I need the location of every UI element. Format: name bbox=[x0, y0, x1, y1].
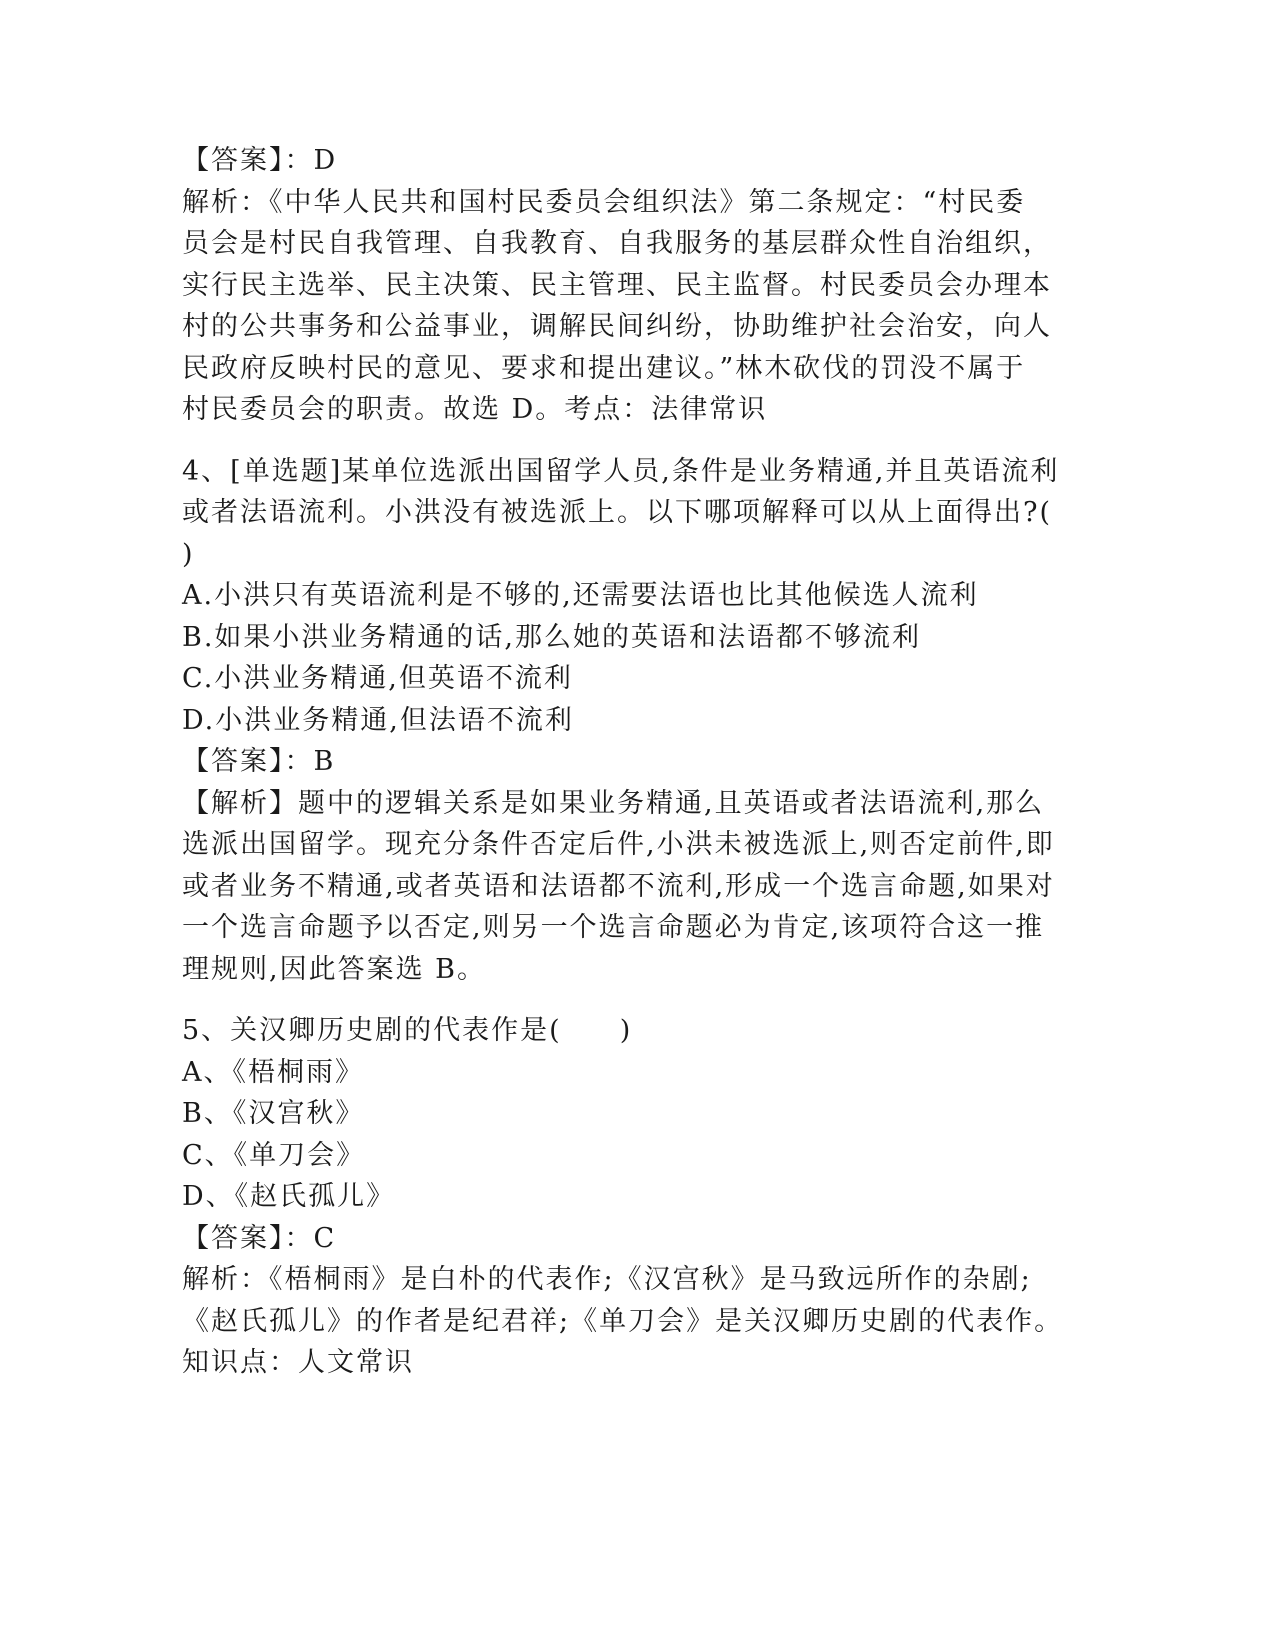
analysis-line: 理规则,因此答案选 B。 bbox=[182, 953, 487, 985]
option-b: B、《汉宫秋》 bbox=[182, 1098, 365, 1129]
analysis-line: 解析：《梧桐雨》是白朴的代表作;《汉宫秋》是马致远所作的杂剧; bbox=[182, 1264, 1032, 1295]
option-b: B.如果小洪业务精通的话,那么她的英语和法语都不够流利 bbox=[182, 621, 922, 653]
option-a: A、《梧桐雨》 bbox=[182, 1056, 364, 1088]
question-stem: 或者法语流利。小洪没有被选派上。以下哪项解释可以从上面得出?( bbox=[182, 497, 1053, 528]
answer-line: 【答案】：C bbox=[182, 1222, 337, 1254]
answer-line: 【答案】：D bbox=[182, 145, 338, 176]
answer-line: 【答案】：B bbox=[182, 746, 336, 777]
option-c: C、《单刀会》 bbox=[182, 1139, 366, 1171]
question-stem: 5、关汉卿历史剧的代表作是( ) bbox=[182, 1015, 633, 1046]
analysis-line: 或者业务不精通,或者英语和法语都不流利,形成一个选言命题,如果对 bbox=[182, 870, 1055, 902]
question-stem: ) bbox=[182, 538, 195, 570]
analysis-line: 村民委员会的职责。故选 D。考点：法律常识 bbox=[182, 394, 768, 425]
option-d: D、《赵氏孤儿》 bbox=[182, 1181, 396, 1212]
analysis-line: 员会是村民自我管理、自我教育、自我服务的基层群众性自治组织， bbox=[182, 228, 1052, 259]
analysis-line: 民政府反映村民的意见、要求和提出建议。”林木砍伐的罚没不属于 bbox=[182, 352, 1026, 384]
analysis-line: 知识点：人文常识 bbox=[182, 1347, 414, 1378]
document-page bbox=[182, 140, 1064, 1384]
option-a: A.小洪只有英语流利是不够的,还需要法语也比其他候选人流利 bbox=[182, 580, 979, 611]
analysis-line: 【解析】题中的逻辑关系是如果业务精通,且英语或者法语流利,那么 bbox=[182, 787, 1045, 819]
option-d: D.小洪业务精通,但法语不流利 bbox=[182, 704, 574, 736]
question-5-block bbox=[182, 1010, 1064, 1384]
option-c: C.小洪业务精通,但英语不流利 bbox=[182, 663, 573, 694]
analysis-line: 《赵氏孤儿》的作者是纪君祥;《单刀会》是关汉卿历史剧的代表作。 bbox=[182, 1305, 1064, 1337]
analysis-line: 解析：《中华人民共和国村民委员会组织法》第二条规定：“村民委 bbox=[182, 186, 1026, 218]
question-4-block bbox=[182, 451, 1060, 991]
analysis-line: 一个选言命题予以否定,则另一个选言命题必为肯定,该项符合这一推 bbox=[182, 912, 1045, 943]
question-3-block bbox=[182, 140, 1052, 431]
question-stem: 4、[单选题]某单位选派出国留学人员,条件是业务精通,并且英语流利 bbox=[182, 455, 1060, 487]
analysis-line: 村的公共事务和公益事业，调解民间纠纷，协助维护社会治安，向人 bbox=[182, 311, 1052, 342]
analysis-line: 实行民主选举、民主决策、民主管理、民主监督。村民委员会办理本 bbox=[182, 269, 1052, 301]
analysis-line: 选派出国留学。现充分条件否定后件,小洪未被选派上,则否定前件,即 bbox=[182, 829, 1055, 860]
